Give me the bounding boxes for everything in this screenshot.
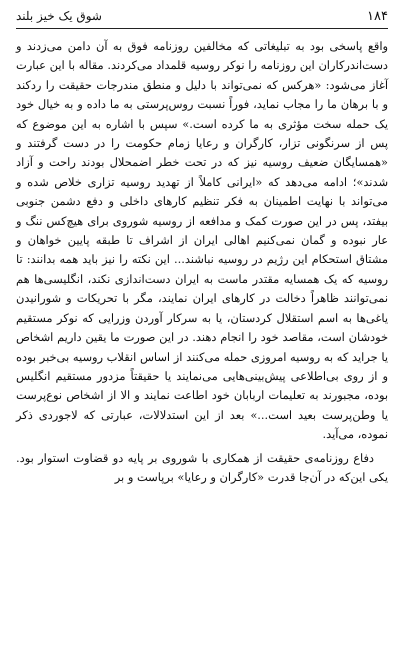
running-title: شوق یک خیز بلند bbox=[16, 9, 102, 23]
body-paragraph-1: واقع پاسخی بود به تبلیغاتی که مخالفین روزنامه فوق به آن دامن می‌زدند و دست‌اندرکاران این روزنامه را نوکر روسیه قلمداد می‌کردند. مقاله با این عبارت آغاز می‌شود: «هرکس که نمی‌تواند با دلیل و منطق مندرجات حقیقت را ردکند و با برهان ما را مجاب نماید، فوراً نسبت روس‌پرستی به ما داده و به خیال خود یک حمله سخت مؤثری به ما کرده است.» سپس با اشاره به این موضوع که پس از سرنگونی تزار، کارگران و رعایا زمام حکومت را در دست گرفتند و «همسایگان ضعیف روسیه نیز که در تحت خطر اضمحلال بودند راحت و آزاد شدند»؛ ادامه می‌دهد که «ایرانی کاملاً از تهدید روسیه تزاری خلاص شده و می‌تواند با نهایت اطمینان به فکر تنظیم کارهای داخلی و دفع دشمن جنوبی بیفتد، پس در این صورت کمک و مدافعه از روسیه شوروی برای هیچ‌کس ننگ و عار نبوده و گمان نمی‌کنیم اهالی ایران از اشراف تا طبقه پایین خواهان و مشتاق استحکام این رژیم در روسیه نباشند... این نکته را نیز باید همه بدانند: تا روسیه که یک همسایه مقتدر ماست به ایران دست‌اندازی نکند، انگلیسی‌ها هم نمی‌توانند ظاهراً دخالت در کارهای ایران نمایند، مگر با تحریکات و شورانیدن یاغی‌ها به اسم استقلال کردستان، یا به سرکار آوردن وزرایی که نوکر مستقیم خودشان است، مقاصد خود را انجام دهند. در این صورت ما یقین داریم اشخاص یا جراید که به روسیه امروزی حمله می‌کنند از اساس انقلاب روسیه بی‌خبر بوده و از روی بی‌اطلاعی پیش‌بینی‌هایی می‌نمایند یا حقیقتاً مزدور مستقیم انگلیس بوده، مجبورند به تعلیمات اربابان خود اطاعت نمایند و الا از اشخاص نوع‌پرست یا وطن‌پرست بعید است...» بعد از این استدلالات، عبارتی که لاجوردی ذکر نموده، می‌آید. bbox=[16, 39, 388, 442]
body-paragraph-2: دفاع روزنامه‌ی حقیقت از همکاری با شوروی بر پایه دو قضاوت استوار بود. یکی این‌که در آن‌جا قدرت «کارگران و رعایا» برپاست و بر bbox=[16, 450, 388, 484]
header-divider bbox=[16, 28, 388, 29]
page-number: ۱۸۴ bbox=[367, 8, 388, 24]
running-header bbox=[16, 6, 388, 26]
